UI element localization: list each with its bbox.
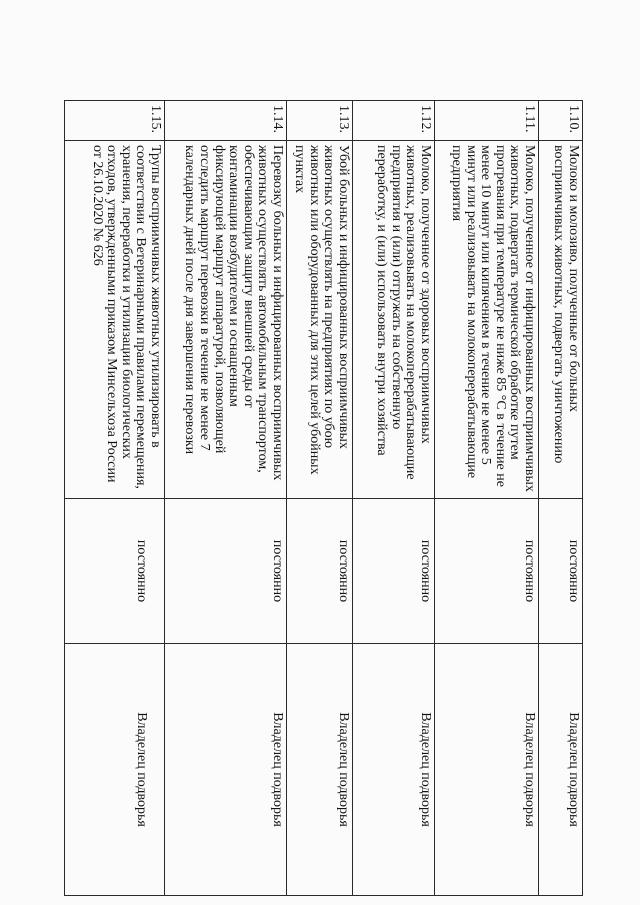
measure-period: постоянно: [165, 499, 287, 644]
measure-period: постоянно: [539, 499, 583, 644]
measure-text: Убой больных и инфицированных восприимчивых животных осуществлять на предприятиях по убою животных или оборудованных для этих целей убойных пунктах: [287, 141, 353, 499]
measure-period: постоянно: [65, 499, 165, 644]
measure-responsible: Владелец подворья: [165, 644, 287, 896]
row-number: 1.15.: [65, 101, 165, 141]
row-number: 1.12.: [353, 101, 435, 141]
table-row: [287, 101, 353, 896]
measure-text: Перевозку больных и инфицированных восприимчивых животных осуществлять автомобильным транспортом, обеспечивающим защиту внешней среды от контаминации возбудителем и оснащенным фиксирующей маршрут аппаратурой, позволяющей отследить маршрут перевозки в течение не менее 7 календарных дней после дня завершения перевозки: [165, 141, 287, 499]
measure-responsible: Владелец подворья: [539, 644, 583, 896]
row-number: 1.13.: [287, 101, 353, 141]
measure-text: Молоко, полученное от здоровых восприимчивых животных, реализовывать на молокоперерабатывающие предприятия и (или) отгружать на собственную переработку, и (или) использовать внутри хозяйства: [353, 141, 435, 499]
measures-table: [64, 100, 583, 896]
measure-responsible: Владелец подворья: [65, 644, 165, 896]
row-number: 1.10.: [539, 101, 583, 141]
row-number: 1.14.: [165, 101, 287, 141]
table-row: [165, 101, 287, 896]
table-row: [435, 101, 539, 896]
measure-responsible: Владелец подворья: [353, 644, 435, 896]
measure-period: постоянно: [287, 499, 353, 644]
measure-responsible: Владелец подворья: [287, 644, 353, 896]
table-row: [65, 101, 165, 896]
measure-text: Молоко, полученное от инфицированных восприимчивых животных, подвергать термической обработке путем прогревания при температуре не ниже 85 °С в течение не менее 10 минут или кипячением в течение не менее 5 минут или реализовывать на молокоперерабатывающие предприятия: [435, 141, 539, 499]
measure-period: постоянно: [353, 499, 435, 644]
measure-text: Трупы восприимчивых животных утилизировать в соответствии с Ветеринарными правилами перемещения, хранения, переработки и утилизации биологических отходов, утвержденными приказом Минсельхоза России от 26.10.2020 № 626: [65, 141, 165, 499]
measure-text: Молоко и молозиво, полученные от больных восприимчивых животных, подвергать уничтожению: [539, 141, 583, 499]
rotated-document-page: [38, 100, 583, 895]
row-number: 1.11.: [435, 101, 539, 141]
table-row: [539, 101, 583, 896]
table-row: [353, 101, 435, 896]
measure-responsible: Владелец подворья: [435, 644, 539, 896]
measure-period: постоянно: [435, 499, 539, 644]
